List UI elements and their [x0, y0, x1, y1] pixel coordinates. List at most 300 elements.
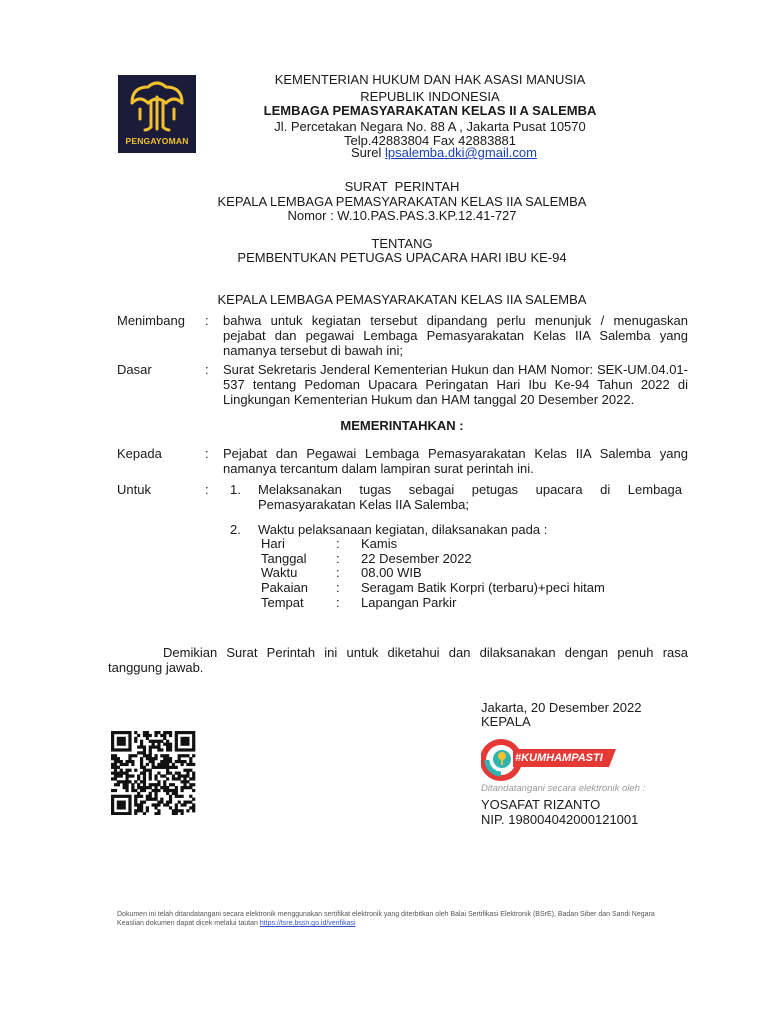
- document-number: Nomor : W.10.PAS.PAS.3.KP.12.41-727: [287, 208, 517, 223]
- verification-link[interactable]: https://tsre.bssn.go.id/verifikasi: [259, 920, 356, 927]
- qr-module: [166, 757, 169, 760]
- qr-module: [149, 748, 152, 751]
- qr-module: [125, 763, 128, 766]
- qr-module: [154, 740, 157, 743]
- qr-module: [146, 786, 149, 789]
- qr-module: [125, 774, 128, 777]
- qr-module: [137, 745, 140, 748]
- item-1-number: 1.: [230, 482, 241, 497]
- qr-module: [123, 743, 126, 746]
- qr-module: [117, 795, 120, 798]
- qr-module: [192, 763, 195, 766]
- qr-module: [154, 783, 157, 786]
- qr-module: [169, 772, 172, 775]
- qr-module: [140, 806, 143, 809]
- qr-module: [183, 743, 186, 746]
- qr-module: [192, 734, 195, 737]
- qr-module: [111, 748, 114, 751]
- qr-module: [192, 745, 195, 748]
- qr-module: [111, 806, 114, 809]
- basis-colon: :: [205, 362, 209, 377]
- qr-module: [189, 806, 192, 809]
- qr-module: [128, 806, 131, 809]
- qr-module: [131, 774, 134, 777]
- qr-module: [169, 743, 172, 746]
- qr-module: [192, 743, 195, 746]
- qr-module: [114, 748, 117, 751]
- banyan-tree-icon: [118, 75, 196, 137]
- qr-module: [111, 745, 114, 748]
- qr-module: [149, 772, 152, 775]
- qr-module: [181, 789, 184, 792]
- qr-module: [143, 769, 146, 772]
- qr-module: [117, 766, 120, 769]
- qr-module: [143, 772, 146, 775]
- qr-module: [175, 737, 178, 740]
- qr-module: [192, 754, 195, 757]
- qr-module: [175, 766, 178, 769]
- qr-module: [125, 769, 128, 772]
- qr-module: [111, 766, 114, 769]
- qr-module: [175, 745, 178, 748]
- qr-module: [134, 803, 137, 806]
- qr-module: [131, 754, 134, 757]
- qr-module: [149, 754, 152, 757]
- qr-module: [114, 757, 117, 760]
- qr-module: [189, 795, 192, 798]
- qr-module: [154, 754, 157, 757]
- qr-module: [181, 780, 184, 783]
- qr-module: [166, 760, 169, 763]
- qr-module: [163, 774, 166, 777]
- schedule-value: Lapangan Parkir: [361, 595, 457, 610]
- email-line: [351, 145, 537, 160]
- signed-note: Ditandatangani secara elektronik oleh :: [481, 783, 646, 794]
- qr-module: [181, 812, 184, 815]
- republic-name: REPUBLIK INDONESIA: [360, 89, 500, 104]
- qr-module: [114, 731, 117, 734]
- qr-module: [157, 745, 160, 748]
- qr-module: [183, 774, 186, 777]
- qr-module: [114, 795, 117, 798]
- qr-module: [181, 754, 184, 757]
- qr-module: [169, 789, 172, 792]
- qr-module: [131, 760, 134, 763]
- qr-module: [149, 786, 152, 789]
- qr-module: [181, 760, 184, 763]
- qr-module: [111, 772, 114, 775]
- qr-module: [186, 754, 189, 757]
- address: Jl. Percetakan Negara No. 88 A , Jakarta Pusat 10570: [274, 119, 586, 134]
- qr-module: [146, 806, 149, 809]
- qr-module: [192, 789, 195, 792]
- qr-module: [186, 763, 189, 766]
- qr-module: [172, 774, 175, 777]
- qr-module: [154, 774, 157, 777]
- email-label: Surel: [351, 145, 382, 160]
- qr-module: [178, 731, 181, 734]
- qr-module: [160, 763, 163, 766]
- qr-module: [186, 774, 189, 777]
- qr-module: [163, 786, 166, 789]
- qr-module: [117, 757, 120, 760]
- qr-module: [189, 731, 192, 734]
- considering-text: bahwa untuk kegiatan tersebut dipandang perlu menunjuk / menugaskan pejabat dan pegawai Lembaga Pemasyarakatan Kelas IIA Salemba yang namanya tersebut di bawah ini;: [223, 313, 688, 358]
- qr-module: [125, 795, 128, 798]
- qr-module: [169, 745, 172, 748]
- qr-module: [143, 754, 146, 757]
- qr-module: [114, 789, 117, 792]
- qr-module: [143, 777, 146, 780]
- qr-module: [120, 801, 123, 804]
- qr-module: [154, 731, 157, 734]
- qr-module: [114, 754, 117, 757]
- qr-module: [154, 734, 157, 737]
- document-type: SURAT PERINTAH: [344, 179, 460, 194]
- qr-module: [111, 740, 114, 743]
- qr-module: [169, 783, 172, 786]
- qr-module: [140, 772, 143, 775]
- qr-module: [134, 795, 137, 798]
- qr-module: [192, 772, 195, 775]
- qr-module: [128, 754, 131, 757]
- qr-module: [183, 783, 186, 786]
- qr-module: [189, 801, 192, 804]
- qr-module: [166, 740, 169, 743]
- qr-module: [111, 801, 114, 804]
- stamp-hashtag: #KUMHAMPASTI: [515, 752, 603, 764]
- qr-module: [181, 737, 184, 740]
- qr-module: [143, 786, 146, 789]
- qr-module: [192, 740, 195, 743]
- qr-module: [152, 766, 155, 769]
- qr-module: [146, 754, 149, 757]
- qr-module: [143, 748, 146, 751]
- email-link[interactable]: lpsalemba.dki@gmail.com: [384, 145, 537, 160]
- qr-module: [169, 748, 172, 751]
- signer-name: YOSAFAT RIZANTO: [481, 797, 601, 812]
- qr-module: [183, 748, 186, 751]
- logo-caption: PENGAYOMAN: [125, 136, 189, 146]
- qr-module: [140, 789, 143, 792]
- qr-module: [163, 734, 166, 737]
- qr-module: [163, 737, 166, 740]
- qr-module: [123, 737, 126, 740]
- qr-module: [134, 754, 137, 757]
- qr-module: [163, 757, 166, 760]
- qr-module: [152, 757, 155, 760]
- qr-module: [183, 780, 186, 783]
- schedule-value: 08.00 WIB: [361, 565, 422, 580]
- qr-module: [183, 786, 186, 789]
- qr-module: [172, 783, 175, 786]
- qr-module: [160, 748, 163, 751]
- qr-module: [175, 772, 178, 775]
- qr-module: [172, 812, 175, 815]
- qr-module: [146, 809, 149, 812]
- qr-module: [178, 777, 181, 780]
- qr-module: [160, 760, 163, 763]
- qr-module: [134, 780, 137, 783]
- qr-module: [157, 809, 160, 812]
- qr-module: [189, 760, 192, 763]
- qr-module: [175, 734, 178, 737]
- qr-module: [154, 786, 157, 789]
- qr-module: [181, 763, 184, 766]
- qr-module: [114, 774, 117, 777]
- issuer-title: KEPALA LEMBAGA PEMASYARAKATAN KELAS IIA SALEMBA: [217, 194, 587, 209]
- basis-text: Surat Sekretaris Jenderal Kementerian Hukun dan HAM Nomor: SEK-UM.04.01-537 tentang Pedoman Upacara Peringatan Hari Ibu Ke-94 Tahun 2022 di Lingkungan Kementerian Hukum dan HAM tanggal 20 Desember 2022.: [223, 362, 688, 407]
- qr-module: [175, 760, 178, 763]
- qr-module: [120, 812, 123, 815]
- qr-module: [137, 783, 140, 786]
- qr-module: [163, 763, 166, 766]
- qr-module: [169, 731, 172, 734]
- qr-module: [117, 740, 120, 743]
- qr-module: [134, 798, 137, 801]
- qr-module: [128, 812, 131, 815]
- qr-module: [111, 789, 114, 792]
- qr-module: [178, 795, 181, 798]
- qr-module: [157, 812, 160, 815]
- qr-module: [111, 734, 114, 737]
- qr-module: [169, 766, 172, 769]
- qr-module: [166, 731, 169, 734]
- qr-module: [143, 745, 146, 748]
- qr-module: [120, 772, 123, 775]
- qr-module: [149, 783, 152, 786]
- qr-module: [111, 731, 114, 734]
- for-colon: :: [205, 482, 209, 497]
- qr-module: [154, 757, 157, 760]
- qr-module: [117, 731, 120, 734]
- qr-module: [131, 789, 134, 792]
- qr-module: [131, 786, 134, 789]
- qr-module: [189, 757, 192, 760]
- qr-module: [163, 760, 166, 763]
- pengayoman-logo: [118, 75, 196, 153]
- qr-module: [137, 751, 140, 754]
- qr-module: [157, 803, 160, 806]
- phone-fax: Telp.42883804 Fax 42883881: [343, 133, 517, 148]
- schedule-value: Seragam Batik Korpri (terbaru)+peci hitam: [361, 580, 605, 595]
- place-date: Jakarta, 20 Desember 2022: [481, 700, 642, 715]
- schedule-label: Tempat: [261, 595, 304, 610]
- qr-module: [125, 760, 128, 763]
- qr-module: [163, 766, 166, 769]
- qr-module: [146, 737, 149, 740]
- qr-module: [189, 786, 192, 789]
- qr-module: [166, 745, 169, 748]
- considering-colon: :: [205, 313, 209, 328]
- qr-module: [189, 769, 192, 772]
- qr-module: [128, 731, 131, 734]
- qr-module: [192, 777, 195, 780]
- qr-module: [123, 780, 126, 783]
- qr-module: [111, 743, 114, 746]
- qr-module: [186, 769, 189, 772]
- qr-module: [140, 780, 143, 783]
- qr-module: [163, 803, 166, 806]
- qr-module: [143, 801, 146, 804]
- qr-module: [178, 809, 181, 812]
- qr-module: [149, 757, 152, 760]
- qr-module: [140, 743, 143, 746]
- qr-module: [114, 777, 117, 780]
- qr-module: [123, 772, 126, 775]
- qr-module: [157, 731, 160, 734]
- qr-module: [166, 792, 169, 795]
- qr-module: [123, 812, 126, 815]
- qr-module: [175, 795, 178, 798]
- qr-module: [140, 751, 143, 754]
- qr-module: [166, 772, 169, 775]
- qr-module: [128, 748, 131, 751]
- for-label: Untuk: [117, 482, 151, 497]
- qr-module: [189, 763, 192, 766]
- schedule-label: Waktu: [261, 565, 298, 580]
- qr-module: [143, 774, 146, 777]
- qr-module: [160, 774, 163, 777]
- qr-module: [117, 780, 120, 783]
- qr-module: [134, 740, 137, 743]
- qr-module: [128, 737, 131, 740]
- qr-module: [140, 757, 143, 760]
- to-colon: :: [205, 446, 209, 461]
- qr-module: [160, 734, 163, 737]
- qr-module: [183, 769, 186, 772]
- qr-module: [183, 740, 186, 743]
- qr-module: [128, 803, 131, 806]
- qr-module: [114, 783, 117, 786]
- qr-module: [117, 806, 120, 809]
- schedule-label: Tanggal: [261, 551, 307, 566]
- qr-module: [120, 769, 123, 772]
- qr-module: [143, 780, 146, 783]
- qr-module: [175, 786, 178, 789]
- qr-module: [183, 737, 186, 740]
- qr-module: [137, 786, 140, 789]
- qr-module: [123, 801, 126, 804]
- qr-module: [186, 737, 189, 740]
- qr-code-icon: [110, 731, 196, 815]
- qr-module: [117, 760, 120, 763]
- qr-module: [178, 757, 181, 760]
- qr-module: [146, 769, 149, 772]
- qr-module: [111, 777, 114, 780]
- qr-module: [192, 737, 195, 740]
- qr-module: [114, 760, 117, 763]
- qr-module: [117, 743, 120, 746]
- qr-module: [120, 737, 123, 740]
- qr-module: [186, 809, 189, 812]
- qr-module: [186, 748, 189, 751]
- qr-module: [169, 806, 172, 809]
- qr-module: [120, 731, 123, 734]
- qr-module: [146, 763, 149, 766]
- qr-module: [178, 772, 181, 775]
- qr-module: [120, 774, 123, 777]
- qr-module: [114, 763, 117, 766]
- ministry-name: KEMENTERIAN HUKUM DAN HAK ASASI MANUSIA: [274, 72, 586, 87]
- qr-module: [163, 783, 166, 786]
- qr-module: [166, 754, 169, 757]
- qr-module: [152, 789, 155, 792]
- qr-module: [154, 803, 157, 806]
- considering-label: Menimbang: [117, 313, 185, 328]
- qr-module: [178, 774, 181, 777]
- qr-module: [175, 812, 178, 815]
- qr-module: [143, 731, 146, 734]
- qr-module: [123, 795, 126, 798]
- qr-module: [157, 789, 160, 792]
- qr-module: [192, 774, 195, 777]
- qr-module: [192, 748, 195, 751]
- qr-module: [154, 806, 157, 809]
- qr-module: [137, 774, 140, 777]
- schedule-colon: :: [336, 551, 340, 566]
- qr-module: [140, 809, 143, 812]
- qr-code[interactable]: [110, 731, 196, 815]
- qr-module: [134, 801, 137, 804]
- qr-module: [186, 786, 189, 789]
- qr-module: [123, 763, 126, 766]
- qr-module: [181, 740, 184, 743]
- qr-module: [181, 731, 184, 734]
- qr-module: [175, 740, 178, 743]
- qr-module: [134, 809, 137, 812]
- qr-module: [152, 803, 155, 806]
- qr-module: [183, 754, 186, 757]
- qr-module: [128, 734, 131, 737]
- qr-module: [166, 777, 169, 780]
- qr-module: [183, 803, 186, 806]
- qr-module: [131, 763, 134, 766]
- qr-module: [186, 772, 189, 775]
- qr-module: [111, 812, 114, 815]
- qr-module: [152, 798, 155, 801]
- qr-module: [149, 751, 152, 754]
- qr-module: [111, 754, 114, 757]
- qr-module: [181, 803, 184, 806]
- item-2-text: Waktu pelaksanaan kegiatan, dilaksanakan pada :: [258, 522, 548, 537]
- qr-module: [192, 783, 195, 786]
- qr-module: [154, 789, 157, 792]
- qr-module: [152, 763, 155, 766]
- qr-module: [125, 772, 128, 775]
- qr-module: [134, 812, 137, 815]
- qr-module: [123, 806, 126, 809]
- qr-module: [154, 766, 157, 769]
- qr-module: [160, 754, 163, 757]
- qr-module: [183, 777, 186, 780]
- qr-module: [128, 774, 131, 777]
- qr-module: [149, 745, 152, 748]
- qr-module: [146, 798, 149, 801]
- qr-module: [160, 766, 163, 769]
- qr-module: [163, 743, 166, 746]
- qr-module: [143, 734, 146, 737]
- qr-module: [111, 737, 114, 740]
- qr-module: [111, 803, 114, 806]
- qr-module: [157, 766, 160, 769]
- qr-module: [146, 757, 149, 760]
- qr-module: [166, 786, 169, 789]
- qr-module: [186, 740, 189, 743]
- to-text: Pejabat dan Pegawai Lembaga Pemasyarakatan Kelas IIA Salemba yang namanya tercantum dalam lampiran surat perintah ini.: [223, 446, 688, 476]
- qr-module: [140, 803, 143, 806]
- qr-module: [154, 777, 157, 780]
